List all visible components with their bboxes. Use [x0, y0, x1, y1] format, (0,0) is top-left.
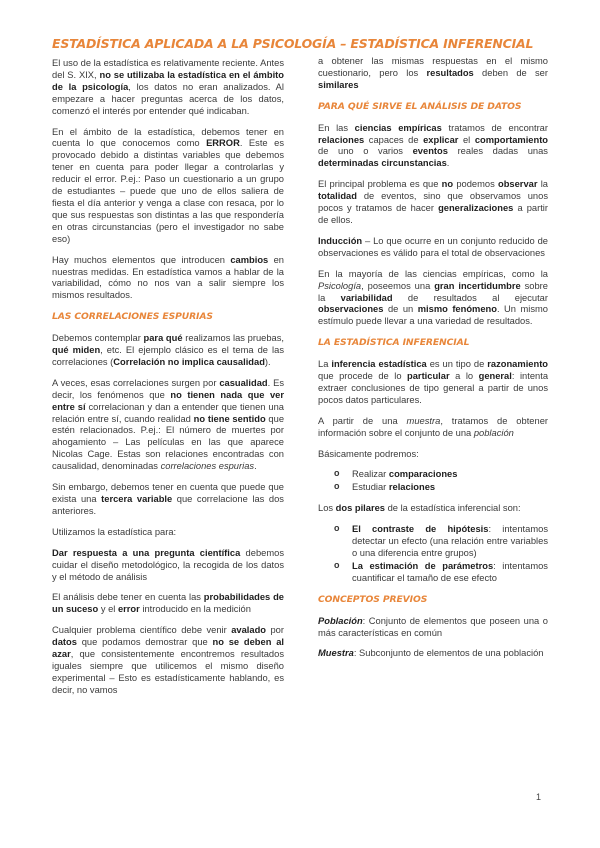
- paragraph: A veces, esas correlaciones surgen por casualidad. Es decir, los fenómenos que no tienen nada que ver entre sí correlacionan y dan a entender que tienen una relación entre sí, cuando realidad no tiene sentido que estén relacionados. P.ej.: El número de muertes por ahogamiento – Las películas en las que aparece Nicolas Cage. Estas son relaciones encontradas con causalidad, denominadas correlaciones espurias.: [52, 377, 285, 472]
- list-item: o Estudiar relaciones: [352, 482, 548, 494]
- list-item: o Realizar comparaciones: [352, 469, 548, 481]
- paragraph: En la mayoría de las ciencias empíricas, como la Psicología, poseemos una gran incertidumbre sobre la variabilidad de resultados al ejecutar observaciones de un mismo fenómeno. Un mismo estímulo puede llevar a una variedad de resultados.: [318, 268, 548, 327]
- paragraph: Población: Conjunto de elementos que poseen una o más características en común: [318, 615, 548, 638]
- left-column: [52, 58, 284, 706]
- paragraph: La inferencia estadística es un tipo de razonamiento que procede de lo particular a lo general: intenta extraer conclusiones de tipo general a partir de unos pocos datos particulares.: [318, 359, 549, 405]
- paragraph: Debemos contemplar para qué realizamos las pruebas, qué miden, etc. El ejemplo clásico es el tema de las correlaciones (Correlación no implica causalidad).: [52, 333, 284, 367]
- bullet-list: [318, 524, 548, 585]
- section-heading: LA ESTADÍSTICA INFERENCIAL: [318, 337, 470, 349]
- paragraph: Hay muchos elementos que introducen cambios en nuestras medidas. En estadística vamos a hablar de la variabilidad, cómo no nos van a salir siempre los mismos resultados.: [52, 254, 284, 301]
- paragraph: El uso de la estadística es relativamente reciente. Antes del S. XIX, no se utilizaba la estadística en el ámbito de la psicología, los datos no eran analizados. Al empezare a hacer preguntas acerca de los datos, comenzó el interés por entender qué indicaban.: [52, 58, 284, 116]
- paragraph: En las ciencias empíricas tratamos de encontrar relaciones capaces de explicar el comportamiento de uno o varios eventos reales dadas unas determinadas circunstancias.: [318, 122, 549, 169]
- document-title: ESTADÍSTICA APLICADA A LA PSICOLOGÍA – ESTADÍSTICA INFERENCIAL: [52, 36, 534, 51]
- bullet-list: [318, 469, 548, 494]
- section-heading: PARA QUÉ SIRVE EL ANÁLISIS DE DATOS: [318, 100, 522, 112]
- paragraph: Muestra: Subconjunto de elementos de una población: [318, 648, 544, 659]
- section-heading: CONCEPTOS PREVIOS: [318, 593, 428, 605]
- page-number: 1: [536, 792, 542, 802]
- paragraph: Dar respuesta a una pregunta científica debemos cuidar el diseño metodológico, la recogida de los datos y el método de análisis: [52, 547, 284, 582]
- right-column: [318, 56, 548, 669]
- paragraph: Sin embargo, debemos tener en cuenta que puede que exista una tercera variable que correlacione las dos anteriores.: [52, 482, 284, 516]
- paragraph: El principal problema es que no podemos observar la totalidad de eventos, sino que observamos unos pocos y tratamos de hacer generalizaciones a partir de ellos.: [318, 179, 548, 225]
- paragraph: A partir de una muestra, tratamos de obtener información sobre el conjunto de una población: [318, 415, 548, 438]
- paragraph: Cualquier problema científico debe venir avalado por datos que podamos demostrar que no se deben al azar, que consistentemente encontremos resultados iguales siempre que utilicemos el mismo diseño experimental – Esto es estadísticamente hablando, es decir, no vamos: [52, 625, 284, 695]
- paragraph: En el ámbito de la estadística, debemos tener en cuenta lo que conocemos como ERROR. Este es provocado debido a distintas variables que debemos tener en cuenta para poder llegar a controlarlas y reducir el error. P.ej.: Paso un cuestionario a un grupo de estudiantes – puede que uno de ellos saliera de fiesta el día anterior y venga a clase con resaca, por lo que sus respuestas son distintas a las que respondería en otras circunstancias (pero el investigador no sabe eso): [52, 126, 284, 244]
- paragraph: El análisis debe tener en cuenta las probabilidades de un suceso y el error introducido en la medición: [52, 592, 284, 615]
- paragraph: Los dos pilares de la estadística inferencial son:: [318, 503, 521, 514]
- paragraph: Utilizamos la estadística para:: [52, 526, 177, 537]
- list-item: o El contraste de hipótesis: intentamos detectar un efecto (una relación entre variables o una diferencia entre grupos): [352, 524, 548, 560]
- list-item: o La estimación de parámetros: intentamos cuantificar el tamaño de ese efecto: [352, 561, 548, 585]
- paragraph: a obtener las mismas respuestas en el mismo cuestionario, pero los resultados deben de ser similares: [318, 56, 548, 90]
- section-heading: LAS CORRELACIONES ESPURIAS: [52, 311, 213, 323]
- paragraph: Básicamente podremos:: [318, 448, 419, 459]
- paragraph: Inducción – Lo que ocurre en un conjunto reducido de observaciones es válido para el total de observaciones: [318, 235, 548, 258]
